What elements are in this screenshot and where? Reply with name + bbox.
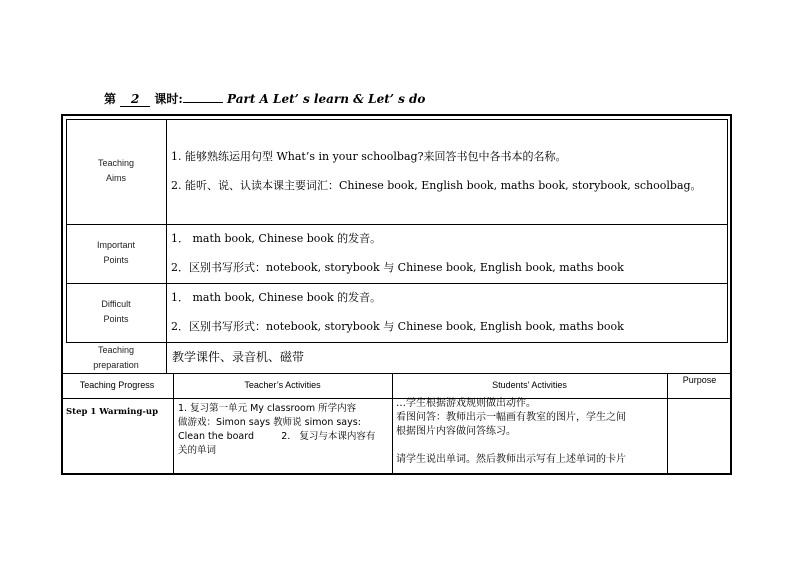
teacher-line: Clean the board 2. 复习与本课内容有 xyxy=(178,431,376,442)
column-divider xyxy=(667,373,668,475)
preparation-label-line2: preparation xyxy=(93,360,139,370)
difficult-label-line1: Difficult xyxy=(101,299,131,309)
difficult-item-1: 1． math book, Chinese book 的发音。 xyxy=(171,291,382,304)
student-line xyxy=(396,439,664,453)
important-label-line1: Important xyxy=(96,240,136,250)
aims-item-1: 1. 能够熟练运用句型 What’s in your schoolbag?来回答书包中各书本的名称。 xyxy=(171,150,567,163)
lesson-blank-line xyxy=(183,91,223,103)
header-purpose: Purpose xyxy=(682,375,717,385)
step1-student-activities xyxy=(396,397,664,467)
step1-label: Step 1 Warming-up xyxy=(66,407,159,417)
important-item-2: 2．区别书写形式：notebook, storybook 与 Chinese book, English book, maths book xyxy=(171,261,624,274)
teacher-line: 关的单词 xyxy=(178,445,217,456)
row-divider xyxy=(61,373,732,374)
aims-label-line1: Teaching xyxy=(97,158,135,168)
step1-teacher-activities xyxy=(178,402,388,458)
difficult-label xyxy=(66,297,166,327)
column-divider xyxy=(727,119,728,343)
preparation-content: 教学课件、录音机、磁带 xyxy=(172,350,305,364)
preparation-label-line1: Teaching xyxy=(97,345,135,355)
difficult-label-line2: Points xyxy=(103,314,129,324)
lesson-prefix: 第 xyxy=(104,92,117,106)
important-label xyxy=(66,238,166,268)
student-line: 请学生说出单词。然后教师出示写有上述单词的卡片 xyxy=(396,454,626,465)
header-students-activities: Students’ Activities xyxy=(492,380,567,390)
student-line: 根据图片内容做问答练习。 xyxy=(396,426,516,437)
aims-label xyxy=(66,156,166,186)
student-line: 看图问答：教师出示一幅画有教室的图片，学生之间 xyxy=(396,412,626,423)
lesson-suffix: 课时: xyxy=(154,92,183,106)
preparation-label xyxy=(66,343,166,373)
teacher-line: 1. 复习第一单元 My classroom 所学内容 xyxy=(178,403,357,414)
lesson-header xyxy=(104,90,425,107)
part-title: Part A Let’ s learn & Let’ s do xyxy=(227,92,426,106)
difficult-item-2: 2．区别书写形式：notebook, storybook 与 Chinese book, English book, maths book xyxy=(171,320,624,333)
column-divider xyxy=(166,119,167,373)
aims-label-line2: Aims xyxy=(106,173,126,183)
teacher-line: 做游戏：Simon says 教师说 simon says: xyxy=(178,417,361,428)
student-line: …学生根据游戏规则做出动作。 xyxy=(396,398,536,409)
aims-item-2: 2. 能听、说、认读本课主要词汇：Chinese book, English book, maths book, storybook, schoolbag。 xyxy=(171,179,702,192)
header-teacher-activities: Teacher’s Activities xyxy=(244,380,321,390)
important-label-line2: Points xyxy=(103,255,129,265)
lesson-number: 2 xyxy=(120,92,150,107)
important-item-1: 1． math book, Chinese book 的发音。 xyxy=(171,232,382,245)
header-teaching-progress: Teaching Progress xyxy=(79,380,155,390)
